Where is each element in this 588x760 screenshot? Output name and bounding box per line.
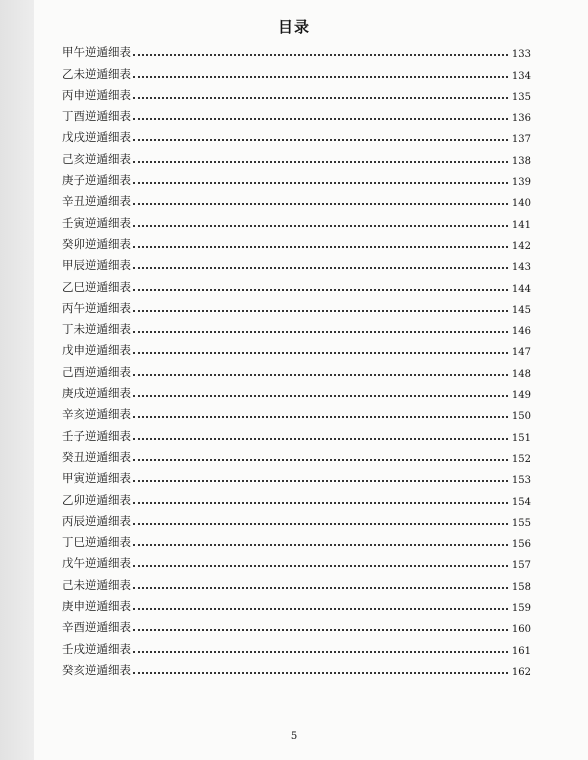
toc-entry-page: 158 — [511, 581, 531, 593]
toc-entry-page: 162 — [511, 666, 531, 678]
toc-entry-page: 160 — [511, 624, 531, 636]
toc-leader-dots — [133, 225, 508, 227]
toc-entry[interactable] — [62, 60, 531, 81]
toc-leader-dots — [133, 459, 508, 461]
toc-entry-page: 135 — [511, 91, 531, 103]
toc-entry[interactable] — [62, 508, 531, 529]
toc-leader-dots — [133, 565, 508, 567]
toc-entry-title: 戊戌逆遁细表 — [62, 130, 131, 145]
toc-entry-title: 庚申逆遁细表 — [62, 599, 131, 614]
toc-entry[interactable] — [62, 444, 531, 465]
toc-leader-dots — [133, 289, 508, 291]
toc-entry-title: 丙午逆遁细表 — [62, 300, 131, 315]
toc-entry-title: 丁未逆遁细表 — [62, 322, 131, 337]
toc-entry[interactable] — [62, 422, 531, 443]
toc-entry[interactable] — [62, 273, 531, 294]
toc-entry[interactable] — [62, 295, 531, 316]
toc-entry-page: 155 — [511, 517, 531, 529]
toc-leader-dots — [133, 672, 508, 674]
toc-entry[interactable] — [62, 657, 531, 678]
toc-entry[interactable] — [62, 465, 531, 486]
toc-entry[interactable] — [62, 571, 531, 592]
toc-leader-dots — [133, 310, 508, 312]
toc-leader-dots — [133, 76, 508, 78]
toc-entry-title: 辛酉逆遁细表 — [62, 620, 131, 635]
toc-entry-title: 癸亥逆遁细表 — [62, 662, 131, 677]
toc-entry-page: 153 — [511, 475, 531, 487]
toc-entry-title: 乙未逆遁细表 — [62, 66, 131, 81]
toc-heading: 目录 — [277, 18, 310, 36]
toc-entry-title: 辛丑逆遁细表 — [62, 194, 131, 209]
toc-entry-page: 142 — [511, 240, 531, 252]
toc-leader-dots — [133, 608, 508, 610]
toc-entry[interactable] — [62, 316, 531, 337]
toc-leader-dots — [133, 416, 508, 418]
toc-leader-dots — [133, 267, 508, 269]
toc-leader-dots — [133, 182, 508, 184]
toc-entry[interactable] — [62, 188, 531, 209]
toc-entry[interactable] — [62, 39, 531, 60]
toc-entry-page: 143 — [511, 262, 531, 274]
toc-entry-page: 134 — [511, 70, 531, 82]
toc-entry[interactable] — [62, 401, 531, 422]
toc-entry-page: 157 — [511, 560, 531, 572]
toc-entry[interactable] — [62, 145, 531, 166]
toc-entry-title: 甲寅逆遁细表 — [62, 471, 131, 486]
toc-entry-page: 149 — [511, 390, 531, 402]
toc-entry-title: 癸丑逆遁细表 — [62, 449, 131, 464]
toc-entry[interactable] — [62, 635, 531, 656]
toc-entry-title: 丁酉逆遁细表 — [62, 109, 131, 124]
toc-entry-page: 144 — [511, 283, 531, 295]
toc-leader-dots — [133, 331, 508, 333]
toc-leader-dots — [133, 544, 508, 546]
toc-entry[interactable] — [62, 358, 531, 379]
toc-leader-dots — [133, 438, 508, 440]
toc-leader-dots — [133, 587, 508, 589]
toc-entry-page: 138 — [511, 155, 531, 167]
toc-entry[interactable] — [62, 380, 531, 401]
toc-entry-page: 161 — [511, 645, 531, 657]
toc-entry-title: 癸卯逆遁细表 — [62, 236, 131, 251]
toc-leader-dots — [133, 139, 508, 141]
toc-entry-page: 145 — [511, 304, 531, 316]
page-number: 5 — [290, 731, 298, 742]
toc-entry-page: 146 — [511, 326, 531, 338]
table-of-contents — [62, 39, 531, 678]
toc-entry-title: 壬寅逆遁细表 — [62, 215, 131, 230]
toc-entry-page: 150 — [511, 411, 531, 423]
toc-entry[interactable] — [62, 209, 531, 230]
toc-entry[interactable] — [62, 486, 531, 507]
toc-entry-title: 己酉逆遁细表 — [62, 364, 131, 379]
toc-entry-title: 甲辰逆遁细表 — [62, 258, 131, 273]
toc-entry-title: 乙巳逆遁细表 — [62, 279, 131, 294]
toc-entry-page: 137 — [511, 134, 531, 146]
toc-leader-dots — [133, 54, 508, 56]
toc-entry[interactable] — [62, 593, 531, 614]
toc-entry-title: 庚子逆遁细表 — [62, 173, 131, 188]
toc-entry-page: 141 — [511, 219, 531, 231]
toc-entry-title: 己未逆遁细表 — [62, 577, 131, 592]
toc-entry-title: 壬戌逆遁细表 — [62, 641, 131, 656]
toc-entry[interactable] — [62, 103, 531, 124]
toc-entry-page: 140 — [511, 198, 531, 210]
toc-entry-page: 151 — [511, 432, 531, 444]
toc-leader-dots — [133, 651, 508, 653]
toc-entry-title: 庚戌逆遁细表 — [62, 386, 131, 401]
toc-entry-title: 辛亥逆遁细表 — [62, 407, 131, 422]
toc-entry-title: 壬子逆遁细表 — [62, 428, 131, 443]
toc-entry-page: 152 — [511, 453, 531, 465]
toc-entry-page: 139 — [511, 177, 531, 189]
scan-margin-shadow — [0, 0, 34, 760]
toc-entry[interactable] — [62, 231, 531, 252]
toc-leader-dots — [133, 523, 508, 525]
toc-leader-dots — [133, 246, 508, 248]
toc-entry[interactable] — [62, 614, 531, 635]
toc-entry-page: 147 — [511, 347, 531, 359]
toc-entry-page: 148 — [511, 368, 531, 380]
toc-leader-dots — [133, 480, 508, 482]
toc-entry-page: 133 — [511, 49, 531, 61]
toc-entry-page: 156 — [511, 539, 531, 551]
toc-entry-title: 戊申逆遁细表 — [62, 343, 131, 358]
toc-entry-title: 甲午逆遁细表 — [62, 45, 131, 60]
toc-entry-page: 159 — [511, 603, 531, 615]
toc-leader-dots — [133, 374, 508, 376]
toc-leader-dots — [133, 629, 508, 631]
toc-leader-dots — [133, 502, 508, 504]
toc-entry[interactable] — [62, 529, 531, 550]
toc-leader-dots — [133, 97, 508, 99]
toc-entry-title: 乙卯逆遁细表 — [62, 492, 131, 507]
toc-entry-page: 154 — [511, 496, 531, 508]
toc-leader-dots — [133, 352, 508, 354]
toc-entry-page: 136 — [511, 113, 531, 125]
toc-entry-title: 丙辰逆遁细表 — [62, 513, 131, 528]
toc-entry-title: 丙申逆遁细表 — [62, 87, 131, 102]
toc-leader-dots — [133, 161, 508, 163]
toc-entry[interactable] — [62, 82, 531, 103]
toc-entry[interactable] — [62, 124, 531, 145]
toc-entry[interactable] — [62, 167, 531, 188]
toc-entry[interactable] — [62, 337, 531, 358]
toc-entry-title: 己亥逆遁细表 — [62, 151, 131, 166]
toc-entry[interactable] — [62, 550, 531, 571]
toc-leader-dots — [133, 118, 508, 120]
toc-entry[interactable] — [62, 252, 531, 273]
toc-entry-title: 丁巳逆遁细表 — [62, 535, 131, 550]
toc-entry-title: 戊午逆遁细表 — [62, 556, 131, 571]
toc-leader-dots — [133, 395, 508, 397]
toc-leader-dots — [133, 203, 508, 205]
